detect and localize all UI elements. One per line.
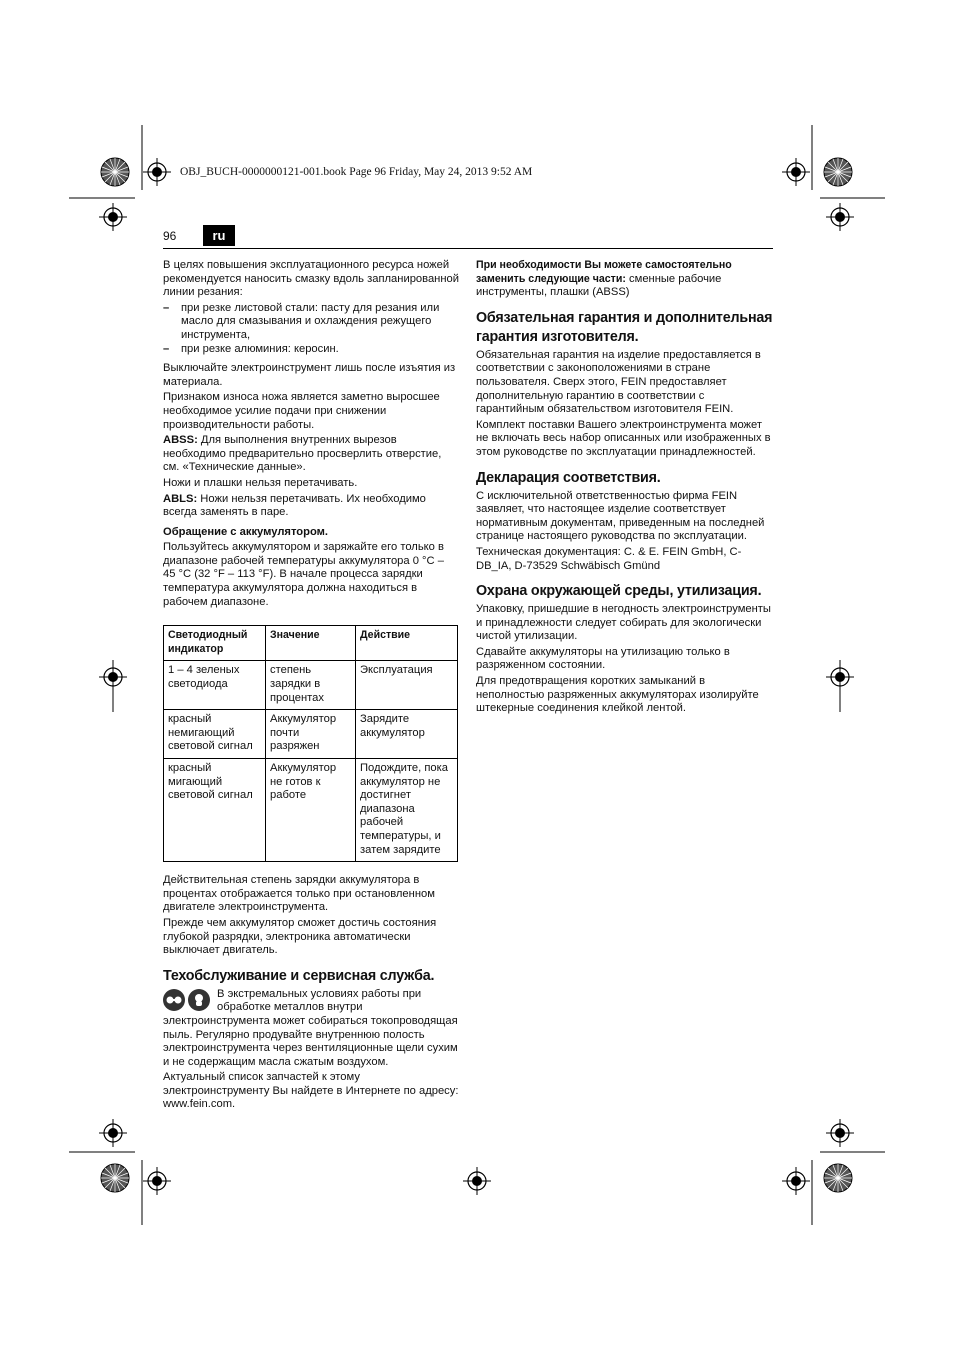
wear-paragraph: Признаком износа ножа является заметно выросшее необходимое усилие подачи при снижении производительности работы. [163, 391, 440, 431]
led-table [163, 625, 458, 862]
table-cell: Зарядите аккумулятор [356, 710, 458, 759]
battery-heading: Обращение с аккумулятором. [163, 525, 329, 538]
short-circuit-paragraph: Для предотвращения коротких замыканий в неполностью разряженных аккумуляторах изолируйте штекерные соединения клейкой лентой. [476, 675, 759, 715]
table-cell: красный мигающий световой сигнал [164, 759, 266, 862]
declaration-paragraph: С исключительной ответственностью фирма FEIN заявляет, что настоящее изделие соответствует нормативным документам, приведенным на последней странице настоящего руководства по эксплуатации. [476, 489, 765, 543]
table-cell: Аккумулятор почти разряжен [266, 710, 356, 759]
column-header: Светодиодный индикатор [164, 626, 266, 661]
abls-paragraph: ABLS: Ножи нельзя перетачивать. Их необходимо всегда заменять в паре. [163, 492, 426, 519]
print-slug: OBJ_BUCH-0000000121-001.book Page 96 Friday, May 24, 2013 9:52 AM [180, 166, 533, 178]
table-header-row [164, 626, 458, 661]
warranty-paragraph: Обязательная гарантия на изделие предоставляется в соответствии с законоположениями в стране пользователя. Сверх этого, FEIN предоставляет дополнительную гарантию в соответствии с гарантийным обязательством изготовителя FEIN. [476, 348, 761, 416]
lubrication-paragraph: В целях повышения эксплуатационного ресурса ножей рекомендуется наносить смазку вдоль запланированной линии резания: [163, 259, 460, 299]
list-item: – при резке листовой стали: пасту для резания или масло для смазывания и охлаждения режущего инструмента, [163, 301, 440, 341]
environment-heading: Охрана окружающей среды, утилизация. [476, 583, 762, 600]
charge-display-paragraph: Действительная степень зарядки аккумулятора в процентах отображается только при остановленном двигателе электроинструмента. [163, 874, 435, 914]
disposal-paragraph: Упаковку, пришедшие в негодность электроинструменты и принадлежности следует собирать для экологически чистой утилизации. [476, 603, 771, 643]
goggles-icon [163, 989, 185, 1011]
list-item: – при резке алюминия: керосин. [163, 342, 339, 355]
spare-parts-paragraph: Актуальный список запчастей к этому электроинструменту Вы найдете в Интернете по адресу: www.fein.com. [163, 1071, 459, 1111]
table-cell: 1 – 4 зеленых светодиода [164, 661, 266, 710]
service-heading: Техобслуживание и сервисная служба. [163, 967, 435, 984]
table-cell: степень зарядки в процентах [266, 661, 356, 710]
page-number: 96 [163, 229, 177, 243]
table-cell: Аккумулятор не готов к работе [266, 759, 356, 862]
column-header: Значение [266, 626, 356, 661]
table-cell: Эксплуатация [356, 661, 458, 710]
deep-discharge-paragraph: Прежде чем аккумулятор сможет достичь состояния глубокой разрядки, электроника автоматически выключает двигатель. [163, 916, 437, 957]
header-rule [163, 248, 773, 249]
warranty-heading: Обязательная гарантия и дополнительная гарантия изготовителя. [476, 309, 773, 345]
left-column [163, 259, 459, 1114]
language-badge: ru [203, 225, 235, 246]
dust-mask-icon [188, 989, 210, 1011]
replaceable-parts-paragraph: При необходимости Вы можете самостоятельно заменить следующие части: сменные рабочие инструменты, плашки (ABSS) [476, 259, 732, 299]
right-column [476, 259, 774, 718]
table-cell: красный немигающий световой сигнал [164, 710, 266, 759]
column-header: Действие [356, 626, 458, 661]
declaration-heading: Декларация соответствия. [476, 469, 661, 486]
no-sharpen-paragraph: Ножи и плашки нельзя перетачивать. [163, 476, 358, 489]
table-row [164, 759, 458, 862]
safety-icons [163, 989, 213, 1015]
table-cell: Подождите, пока аккумулятор не достигнет диапазона рабочей температуры, и затем зарядите [356, 759, 458, 862]
scope-of-delivery-paragraph: Комплект поставки Вашего электроинструмента может не включать весь набор описанных или изображенных в этом руководстве по эксплуатации принадлежностей. [476, 418, 771, 458]
technical-docs-paragraph: Техническая документация: C. & E. FEIN GmbH, C-DB_IA, D-73529 Schwäbisch Gmünd [476, 545, 742, 572]
abss-paragraph: ABSS: Для выполнения внутренних вырезов необходимо предварительно просверлить отверстие, см. «Технические данные». [163, 434, 442, 474]
table-row [164, 661, 458, 710]
battery-paragraph: Пользуйтесь аккумулятором и заряжайте его только в диапазоне рабочей температуры аккумулятора 0 °C – 45 °C (32 °F – 113 °F). В начале процесса зарядки температура аккумулятора должна находиться в рабочем диапазоне. [163, 541, 444, 608]
service-paragraph: В экстремальных условиях работы при обработке металлов внутри электроинструмента может собираться токопроводящая пыль. Регулярно продувайте внутреннюю полость электроинструмента через вентиляционные щели сухим и не содержащим масла сжатым воздухом. [163, 987, 458, 1068]
switch-off-paragraph: Выключайте электроинструмент лишь после изъятия из материала. [163, 362, 456, 388]
table-row [164, 710, 458, 759]
battery-disposal-paragraph: Сдавайте аккумуляторы на утилизацию только в разряженном состоянии. [476, 645, 730, 672]
